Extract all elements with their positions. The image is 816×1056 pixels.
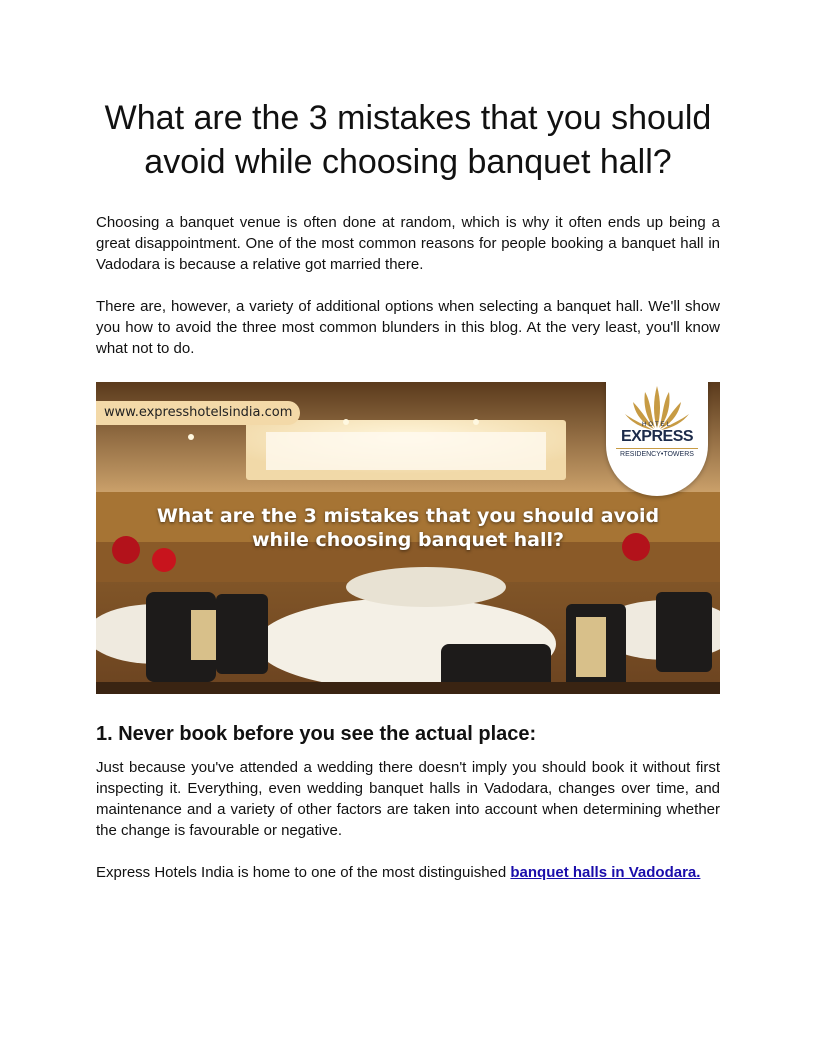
logo-brand-text: EXPRESS bbox=[620, 428, 694, 445]
page-title: What are the 3 mistakes that you should avoid while choosing banquet hall? bbox=[104, 99, 712, 181]
banner-headline-line-1: What are the 3 mistakes that you should avoid bbox=[156, 505, 660, 527]
banner-headline bbox=[96, 504, 720, 552]
section-1-paragraph-1: Just because you've attended a wedding there doesn't imply you should book it without first inspecting it. Everything, even wedding banquet halls in Vadodara, changes over time, and maintenance and a variety of other factors are taken into account when determining whether the change is favourable or negative. bbox=[96, 759, 720, 839]
website-url-pill: www.expresshotelsindia.com bbox=[96, 401, 300, 425]
paragraph-2-text: Express Hotels India is home to one of the most distinguished bbox=[96, 864, 511, 881]
section-1-paragraph-2 bbox=[96, 862, 720, 883]
banner-headline-line-2: while choosing banquet hall? bbox=[251, 529, 565, 551]
intro-paragraph-2: There are, however, a variety of additional options when selecting a banquet hall. We'll show you how to avoid the three most common blunders in this blog. At the very least, you'll know what not to do. bbox=[96, 298, 720, 357]
logo-subline-text: RESIDENCY•TOWERS bbox=[616, 448, 698, 458]
hotel-express-logo bbox=[606, 382, 708, 496]
banquet-halls-link[interactable]: banquet halls in Vadodara. bbox=[510, 864, 701, 881]
intro-paragraph-1: Choosing a banquet venue is often done at random, which is why it often ends up being a great disappointment. One of the most common reasons for people booking a banquet hall in Vadodara is because a relative got married there. bbox=[96, 214, 720, 273]
logo-hotel-text: HOTEL bbox=[641, 422, 672, 428]
banner-image bbox=[96, 382, 720, 694]
section-1-heading: 1. Never book before you see the actual place: bbox=[96, 723, 537, 745]
